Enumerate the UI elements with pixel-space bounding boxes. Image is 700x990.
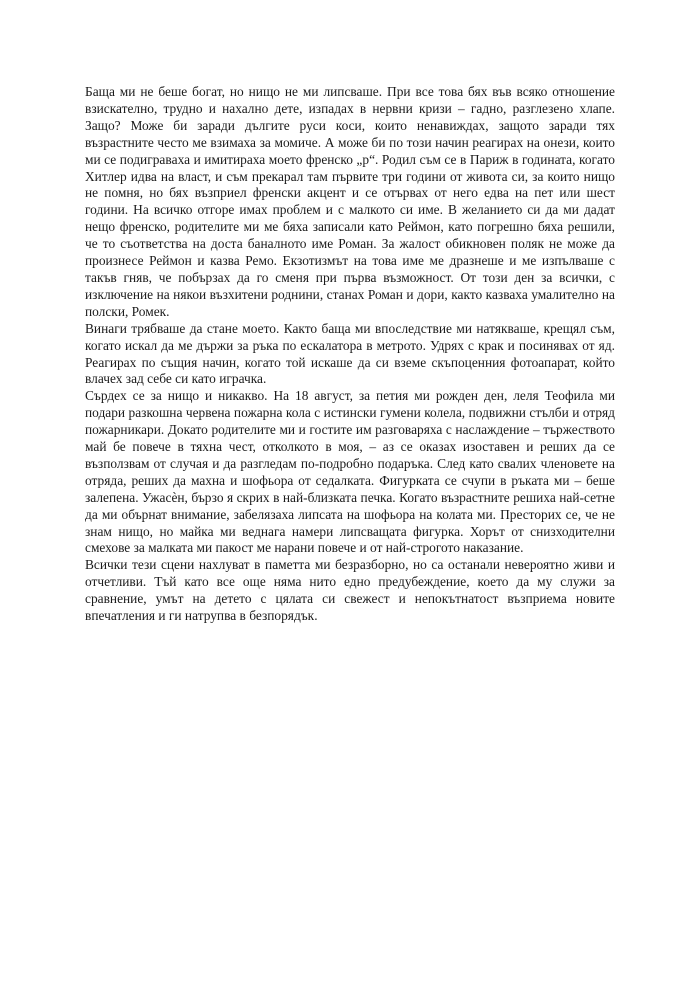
body-text [85, 84, 615, 625]
paragraph-2: Винаги трябваше да стане моето. Както баща ми впоследствие ми натякваше, крещял съм, когато искал да ме държи за ръка по ескалатора в метрото. Удрях с крак и посинявах от яд. Реагирах по същия начин, когато той искаше да си вземе скъпоценния фотоапарат, който влачех зад себе си като играчка. [85, 320, 615, 387]
paragraph-4: Всички тези сцени нахлуват в паметта ми безразборно, но са останали невероятно живи и отчетливи. Тъй като все още няма нито едно предубеждение, което да му служи за сравнение, умът на детето с цялата си свежест и непокътнатост възприема новите впечатления и ги натрупва в безпорядък. [85, 557, 615, 624]
paragraph-1: Баща ми не беше богат, но нищо не ми липсваше. При все това бях във всяко отношение взискателно, трудно и нахално дете, изпадах в нервни кризи – гадно, разглезено хлапе. Защо? Може би заради дългите руси коси, които ненавиждах, защото заради тях възрастните често ме взимаха за момиче. А може би по този начин реагирах на онези, които ми се подигравaха и имитираха моето френско „р“. Родил съм се в Париж в годината, когато Хитлер идва на власт, и съм прекарал там първите три години от живота си, за които нищо не помня, но бях възприел френски акцент и се отървах от него едва на пет или шест години. На всичко отгоре имах проблем и с малкото си име. В желанието си да ми дадат нещо френско, родителите ми ме бяха записали като Реймон, като погрешно бяха решили, че то съответства на доста баналното име Роман. За жалост обикновен поляк не може да произнесе Реймон и казва Ремо. Екзотизмът на това име ме дразнеше и ме изпълваше с такъв гняв, че побързах да го сменя при първа възможност. От този ден за всички, с изключение на някои възхитени роднини, станах Роман и дори, както казваха умалително на полски, Ромек. [85, 84, 615, 319]
paragraph-3: Сърдех се за нищо и никакво. На 18 август, за петия ми рожден ден, леля Теофила ми подари разкошна червена пожарна кола с истински гумени колела, подвижни стълби и отряд пожарникари. Докато родителите ми и гостите им разговаряха с наслаждение – тържеството май бе повече в тяхна чест, отколкото в моя, – аз се оказах изоставен и реших да се възползвам от случая и да разгледам по-подробно подаръка. След като свалих членовете на отряда, реших да махна и шофьора от седалката. Фигурката се счупи в ръката ми – беше залепена. Ужасѐн, бързо я скрих в най-близката печка. Когато възрастните решиха най-сетне да ми обърнат внимание, забелязаха липсата на шофьора на колата ми. Престорих се, че не знам нищо, но майка ми веднага намери липсващата фигурка. Хорът от снизходителни смехове за малката ми пакост ме нарани повече и от най-строгото наказание. [85, 388, 615, 556]
